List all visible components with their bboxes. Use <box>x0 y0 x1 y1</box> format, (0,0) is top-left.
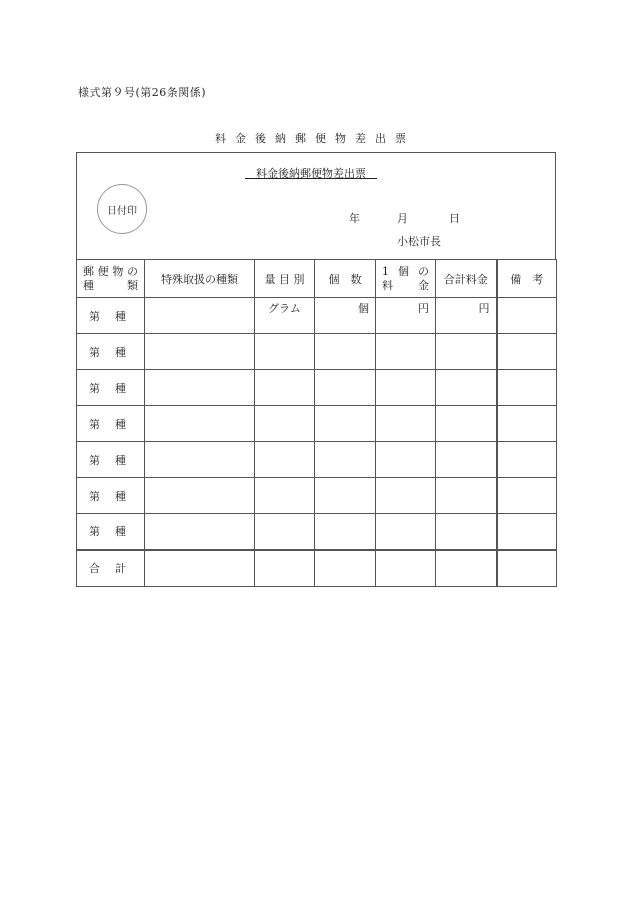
special-cell[interactable] <box>145 478 255 514</box>
remarks-cell[interactable] <box>497 478 557 514</box>
total-fee-cell[interactable] <box>436 550 497 587</box>
unit-price-cell[interactable] <box>376 406 436 442</box>
kind-cell <box>77 406 145 442</box>
header-remarks: 備 考 <box>497 260 557 298</box>
kind-cell <box>77 334 145 370</box>
box-title: 料金後納郵便物差出票 <box>245 167 377 180</box>
remarks-cell[interactable] <box>497 334 557 370</box>
kind-suffix: 種 <box>115 417 126 431</box>
count-cell[interactable] <box>315 334 376 370</box>
count-cell[interactable]: 個 <box>315 298 376 334</box>
header-text: 料 <box>382 278 393 292</box>
header-box <box>76 152 556 259</box>
total-label-b: 計 <box>115 562 126 576</box>
kind-suffix: 種 <box>115 489 126 503</box>
unit-price-cell[interactable] <box>376 514 436 550</box>
unit-price-cell[interactable] <box>376 334 436 370</box>
table-row <box>77 370 557 406</box>
header-mail-kind <box>77 260 145 298</box>
kind-suffix: 種 <box>115 453 126 467</box>
header-text: 類 <box>127 278 138 292</box>
kind-cell <box>77 298 145 334</box>
kind-suffix: 種 <box>115 525 126 539</box>
total-fee-cell[interactable] <box>436 334 497 370</box>
header-text: 物 <box>112 264 124 278</box>
table-row <box>77 298 557 334</box>
total-remarks-cell[interactable] <box>497 550 557 587</box>
table-row <box>77 334 557 370</box>
header-special-handling: 特殊取扱の種類 <box>145 260 255 298</box>
header-text: の <box>418 264 429 278</box>
table-row <box>77 514 557 550</box>
total-fee-cell[interactable] <box>436 370 497 406</box>
remarks-cell[interactable] <box>497 442 557 478</box>
special-cell[interactable] <box>145 442 255 478</box>
weight-cell[interactable]: グラム <box>255 298 315 334</box>
special-cell[interactable] <box>145 514 255 550</box>
special-cell[interactable] <box>145 370 255 406</box>
total-row <box>77 550 557 587</box>
unit-price-cell[interactable]: 円 <box>376 298 436 334</box>
remarks-cell[interactable] <box>497 370 557 406</box>
postage-table <box>76 259 557 587</box>
header-text: 便 <box>97 264 109 278</box>
special-cell[interactable] <box>145 334 255 370</box>
kind-prefix: 第 <box>89 381 100 395</box>
header-total-fee: 合計料金 <box>436 260 497 298</box>
weight-cell[interactable] <box>255 478 315 514</box>
remarks-cell[interactable] <box>497 514 557 550</box>
mayor-name: 小松市長 <box>397 235 441 248</box>
kind-suffix: 種 <box>115 309 126 323</box>
unit-price-cell[interactable] <box>376 478 436 514</box>
kind-cell <box>77 514 145 550</box>
kind-cell <box>77 478 145 514</box>
table-row <box>77 442 557 478</box>
kind-prefix: 第 <box>89 489 100 503</box>
date-stamp-circle <box>97 184 147 234</box>
total-label-cell <box>77 550 145 587</box>
header-text: 個 <box>398 264 409 278</box>
count-cell[interactable] <box>315 514 376 550</box>
weight-cell[interactable] <box>255 334 315 370</box>
weight-cell[interactable] <box>255 370 315 406</box>
header-unit-price <box>376 260 436 298</box>
header-row <box>77 260 557 298</box>
date-line <box>349 210 460 226</box>
weight-cell[interactable] <box>255 406 315 442</box>
kind-suffix: 種 <box>115 345 126 359</box>
total-fee-cell[interactable]: 円 <box>436 298 497 334</box>
header-text: 金 <box>418 278 429 292</box>
header-count: 個 数 <box>315 260 376 298</box>
header-text: 種 <box>83 278 94 292</box>
total-weight-cell[interactable] <box>255 550 315 587</box>
unit-price-cell[interactable] <box>376 370 436 406</box>
total-fee-cell[interactable] <box>436 478 497 514</box>
count-cell[interactable] <box>315 478 376 514</box>
total-special-cell[interactable] <box>145 550 255 587</box>
remarks-cell[interactable] <box>497 298 557 334</box>
header-text: の <box>126 264 138 278</box>
kind-cell <box>77 370 145 406</box>
total-fee-cell[interactable] <box>436 442 497 478</box>
kind-prefix: 第 <box>89 525 100 539</box>
total-fee-cell[interactable] <box>436 406 497 442</box>
table-row <box>77 406 557 442</box>
document-title: 料金後納郵便物差出票 <box>215 132 415 145</box>
header-text: 郵 <box>83 264 94 278</box>
date-year: 年 <box>349 212 360 225</box>
count-cell[interactable] <box>315 370 376 406</box>
date-month: 月 <box>397 212 408 225</box>
count-cell[interactable] <box>315 442 376 478</box>
header-weight: 量 目 別 <box>255 260 315 298</box>
total-count-cell[interactable] <box>315 550 376 587</box>
total-fee-cell[interactable] <box>436 514 497 550</box>
date-day: 日 <box>449 212 460 225</box>
kind-prefix: 第 <box>89 309 100 323</box>
kind-suffix: 種 <box>115 381 126 395</box>
weight-cell[interactable] <box>255 442 315 478</box>
total-label-a: 合 <box>89 562 100 576</box>
total-unit-price-cell[interactable] <box>376 550 436 587</box>
table-row <box>77 478 557 514</box>
kind-prefix: 第 <box>89 345 100 359</box>
special-cell[interactable] <box>145 406 255 442</box>
kind-prefix: 第 <box>89 417 100 431</box>
weight-cell[interactable] <box>255 514 315 550</box>
special-cell[interactable] <box>145 298 255 334</box>
form-number: 様式第９号(第26条関係) <box>78 86 207 99</box>
kind-cell <box>77 442 145 478</box>
kind-prefix: 第 <box>89 453 100 467</box>
count-cell[interactable] <box>315 406 376 442</box>
header-text: 1 <box>382 264 389 278</box>
unit-price-cell[interactable] <box>376 442 436 478</box>
remarks-cell[interactable] <box>497 406 557 442</box>
date-stamp-label: 日付印 <box>107 205 137 217</box>
